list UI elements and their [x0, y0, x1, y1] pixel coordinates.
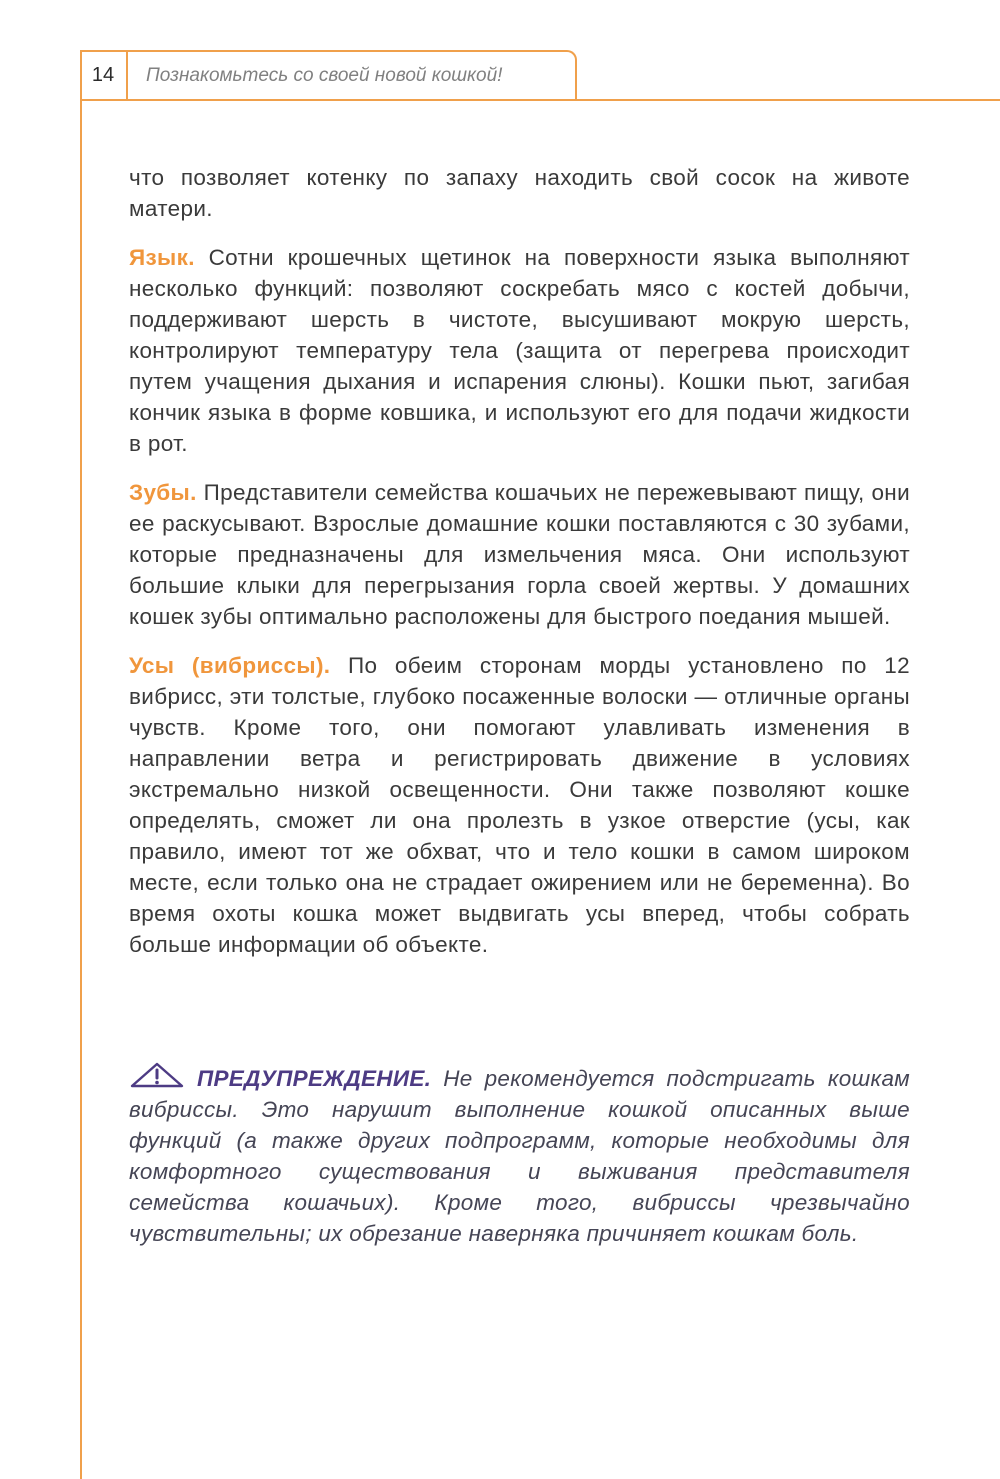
warning-callout [129, 1062, 910, 1249]
paragraph-whiskers [129, 650, 910, 960]
paragraph-text: Представители семейства кошачьих не пережевывают пищу, они ее раскусывают. Взрослые домашние кошки поставляются с 30 зубами, которые предназначены для измельчения мяса. Они используют большие клыки для перегрызания горла своей жертвы. У домашних кошек зубы оптимально расположены для быстрого поедания мышей. [129, 480, 910, 629]
page-number: 14 [80, 52, 128, 99]
paragraph-term: Язык. [129, 245, 195, 270]
warning-triangle-icon [129, 1062, 185, 1088]
paragraph-text: Сотни крошечных щетинок на поверхности языка выполняют несколько функций: позволяют соскребать мясо с костей добычи, поддерживают шерсть в чистоте, высушивают мокрую шерсть, контролируют температуру тела (защита от перегрева происходит путем учащения дыхания и испарения слюны). Кошки пьют, загибая кончик языка в форме ковшика, и используют его для подачи жидкости в рот. [129, 245, 910, 456]
paragraph-text: что позволяет котенку по запаху находить свой сосок на животе матери. [129, 165, 910, 221]
running-title: Познакомьтесь со своей новой кошкой! [146, 65, 503, 86]
paragraph-term: Зубы. [129, 480, 197, 505]
paragraph-teeth [129, 477, 910, 632]
paragraph-text: По обеим сторонам морды установлено по 12 вибрисс, эти толстые, глубоко посаженные волоски — отличные органы чувств. Кроме того, они помогают улавливать изменения в направлении ветра и регистрировать движение в условиях экстремально низкой освещенности. Они также позволяют кошке определять, сможет ли она пролезть в узкое отверстие (усы, как правило, имеют тот же обхват, что и тело кошки в самом широком месте, если только она не страдает ожирением или не беременна). Во время охоты кошка может выдвигать усы вперед, чтобы собрать больше информации об объекте. [129, 653, 910, 957]
warning-title: ПРЕДУПРЕЖДЕНИЕ. [197, 1066, 432, 1091]
page-left-rule [80, 50, 82, 1479]
page-body [129, 162, 910, 978]
paragraph-term: Усы (вибриссы). [129, 653, 331, 678]
warning-text: Не рекомендуется подстригать кошкам вибриссы. Это нарушит выполнение кошкой описанных выше функций (а также других подпрограмм, которые необходимы для комфортного существования и выживания представителя семейства кошачьих). Кроме того, вибриссы чрезвычайно чувствительны; их обрезание наверняка причиняет кошкам боль. [129, 1066, 910, 1246]
paragraph-tongue [129, 242, 910, 459]
paragraph-continuation [129, 162, 910, 224]
header-bottom-rule [80, 99, 1000, 101]
